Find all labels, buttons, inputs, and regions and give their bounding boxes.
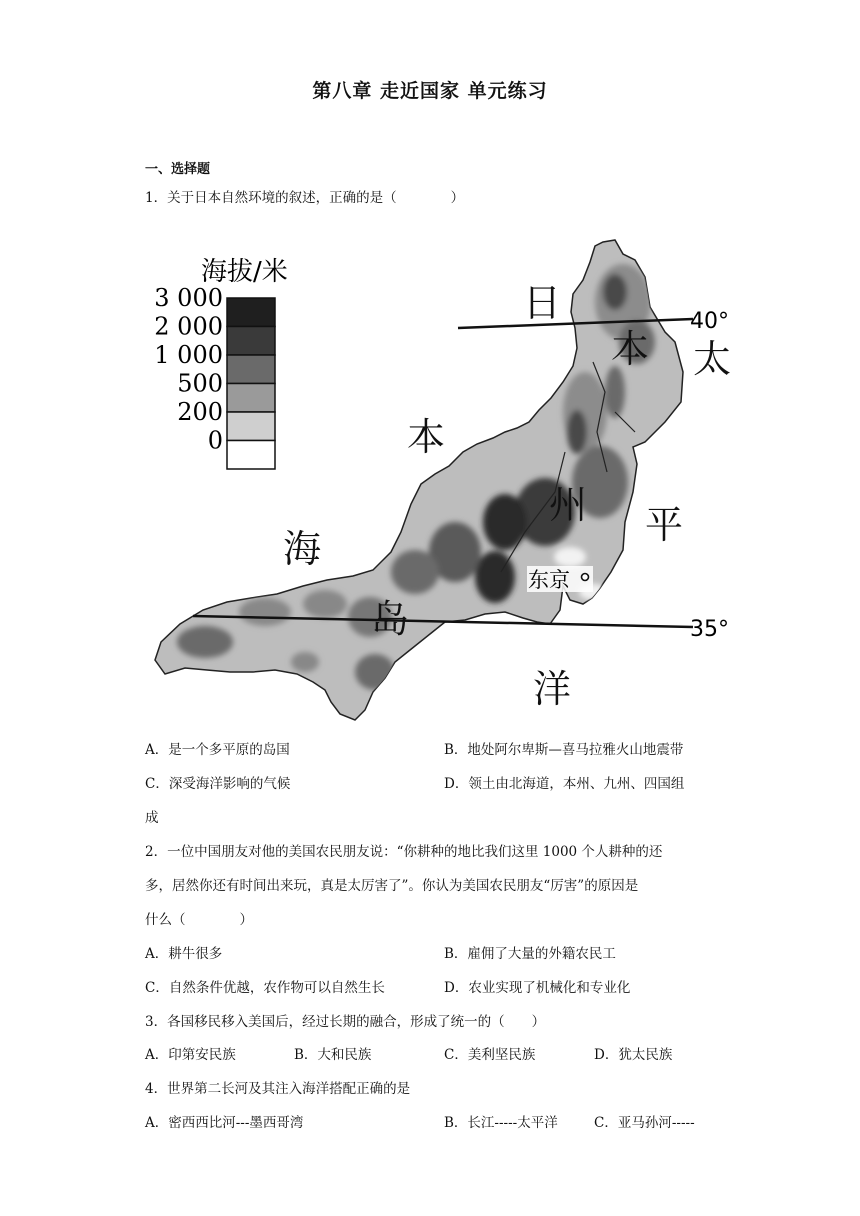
label-ben-honshu: 本 — [611, 327, 650, 371]
section-heading: 一、选择题 — [145, 162, 211, 177]
legend-swatch-0 — [227, 298, 275, 327]
q2-option-d: D．农业实现了机械化和专业化 — [444, 980, 631, 996]
label-ping: 平 — [645, 503, 684, 547]
tokyo-marker — [527, 566, 593, 592]
question-1-stem: 1．关于日本自然环境的叙述，正确的是（ ） — [145, 190, 465, 206]
latitude-40-label: 40° — [690, 309, 729, 334]
legend-label-1: 2 000 — [154, 312, 223, 341]
label-ben-sea: 本 — [407, 415, 446, 459]
q4-option-b: B．长江-----太平洋 — [444, 1115, 558, 1131]
elevation-legend — [154, 284, 275, 469]
question-2-line-2: 多，居然你还有时间出来玩，真是太厉害了”。你认为美国农民朋友“厉害”的原因是 — [145, 878, 639, 894]
question-4-stem: 4．世界第二长河及其注入海洋搭配正确的是 — [145, 1081, 411, 1097]
legend-label-4: 200 — [177, 398, 223, 426]
question-2-line-3: 什么（ ） — [145, 912, 253, 928]
q2-option-a: A．耕牛很多 — [145, 946, 223, 962]
label-zhou: 州 — [549, 483, 588, 527]
q1-option-b: B．地处阿尔卑斯—喜马拉雅火山地震带 — [444, 742, 684, 758]
label-dao: 岛 — [371, 597, 410, 641]
page-title: 第八章 走近国家 单元练习 — [312, 80, 548, 102]
q1-option-d-continued: 成 — [145, 810, 159, 826]
legend-swatch-1 — [227, 327, 275, 356]
q1-option-a: A．是一个多平原的岛国 — [145, 742, 290, 758]
legend-title: 海拔/米 — [201, 257, 288, 287]
q4-option-a: A．密西西比河---墨西哥湾 — [145, 1115, 304, 1131]
label-ri: 日 — [523, 281, 562, 325]
q3-option-c: C．美利坚民族 — [444, 1047, 536, 1063]
q2-option-c: C．自然条件优越，农作物可以自然生长 — [145, 980, 385, 996]
legend-swatch-5 — [227, 441, 275, 470]
city-tokyo-label: 东京 — [528, 568, 570, 592]
legend-label-2: 1 000 — [154, 341, 223, 369]
legend-swatch-3 — [227, 384, 275, 413]
legend-label-0: 3 000 — [154, 284, 223, 312]
label-tai: 太 — [693, 337, 732, 381]
q1-option-c: C．深受海洋影响的气候 — [145, 776, 291, 792]
question-3-stem: 3．各国移民移入美国后，经过长期的融合，形成了统一的（ ） — [145, 1014, 546, 1030]
legend-label-5: 0 — [207, 426, 223, 455]
q3-option-b: B．大和民族 — [294, 1047, 372, 1063]
question-2-line-1: 2．一位中国朋友对他的美国农民朋友说：“你耕种的地比我们这里 1000 个人耕种的还 — [145, 844, 663, 860]
q3-option-d: D．犹太民族 — [594, 1047, 673, 1063]
legend-swatch-4 — [227, 412, 275, 441]
label-yang: 洋 — [533, 667, 572, 711]
japan-elevation-map — [145, 232, 745, 727]
legend-label-3: 500 — [177, 369, 223, 398]
q4-option-c: C．亚马孙河----- — [594, 1115, 695, 1131]
legend-swatch-2 — [227, 355, 275, 384]
label-hai: 海 — [283, 527, 322, 571]
q2-option-b: B．雇佣了大量的外籍农民工 — [444, 946, 616, 962]
latitude-35-label: 35° — [690, 617, 729, 642]
q1-option-d: D．领土由北海道，本州、九州、四国组 — [444, 776, 685, 792]
q3-option-a: A．印第安民族 — [145, 1047, 236, 1063]
